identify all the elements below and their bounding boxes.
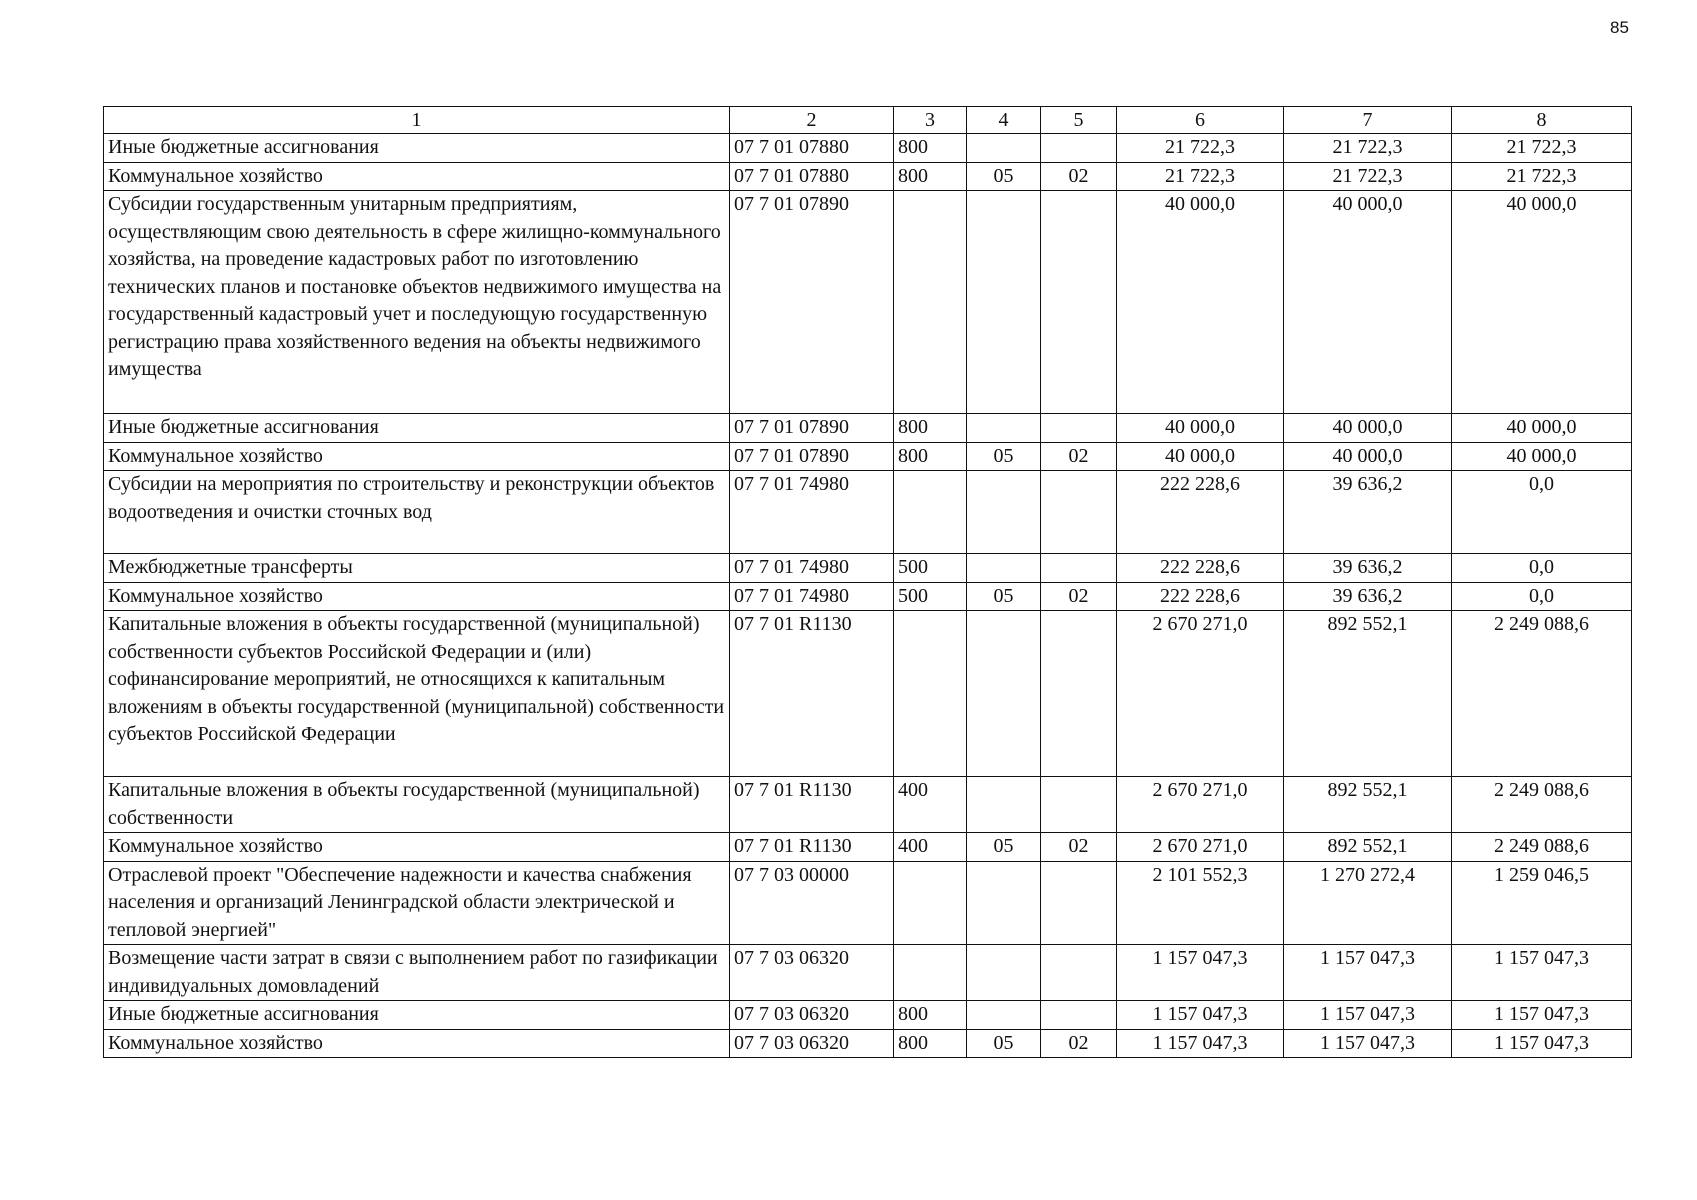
row-code: 07 7 01 07880 [730,162,894,191]
header-col-2: 2 [730,107,894,134]
row-value-7: 892 552,1 [1284,777,1452,833]
row-code: 07 7 01 R1130 [730,777,894,833]
row-name: Коммунальное хозяйство [104,162,730,191]
row-value-7: 39 636,2 [1284,471,1452,554]
table-row [104,611,1632,777]
table-row [104,554,1632,583]
row-value-8: 1 259 046,5 [1452,861,1632,945]
row-col-3 [894,945,967,1001]
row-value-6: 21 722,3 [1117,134,1284,163]
table-row [104,471,1632,554]
row-value-6: 2 670 271,0 [1117,777,1284,833]
row-name: Коммунальное хозяйство [104,582,730,611]
table-row [104,861,1632,945]
row-col-3: 400 [894,833,967,862]
row-code: 07 7 01 07890 [730,414,894,443]
header-col-5: 5 [1041,107,1117,134]
table-row [104,134,1632,163]
row-code: 07 7 01 07890 [730,191,894,414]
row-col-3: 800 [894,1029,967,1058]
row-col-4 [967,191,1041,414]
row-value-8: 2 249 088,6 [1452,611,1632,777]
table-row [104,1029,1632,1058]
row-code: 07 7 01 74980 [730,471,894,554]
row-value-8: 1 157 047,3 [1452,1001,1632,1030]
row-value-8: 1 157 047,3 [1452,1029,1632,1058]
row-col-3: 800 [894,134,967,163]
table-row [104,777,1632,833]
row-value-7: 40 000,0 [1284,442,1452,471]
row-value-6: 222 228,6 [1117,554,1284,583]
row-value-8: 2 249 088,6 [1452,777,1632,833]
row-name: Коммунальное хозяйство [104,833,730,862]
row-value-8: 40 000,0 [1452,442,1632,471]
table-row [104,414,1632,443]
table-row [104,833,1632,862]
row-col-3: 400 [894,777,967,833]
row-col-3: 800 [894,442,967,471]
row-col-5: 02 [1041,582,1117,611]
row-code: 07 7 03 00000 [730,861,894,945]
row-code: 07 7 01 74980 [730,554,894,583]
row-col-4 [967,554,1041,583]
row-value-7: 39 636,2 [1284,554,1452,583]
row-name: Коммунальное хозяйство [104,442,730,471]
row-col-4 [967,861,1041,945]
row-value-7: 1 157 047,3 [1284,1001,1452,1030]
row-name: Иные бюджетные ассигнования [104,1001,730,1030]
row-name: Коммунальное хозяйство [104,1029,730,1058]
table-row [104,582,1632,611]
row-col-5 [1041,861,1117,945]
row-col-4 [967,414,1041,443]
row-col-4 [967,471,1041,554]
row-value-8: 2 249 088,6 [1452,833,1632,862]
row-value-7: 21 722,3 [1284,134,1452,163]
header-col-8: 8 [1452,107,1632,134]
row-col-4 [967,777,1041,833]
header-col-3: 3 [894,107,967,134]
header-col-7: 7 [1284,107,1452,134]
row-value-6: 21 722,3 [1117,162,1284,191]
row-col-5: 02 [1041,833,1117,862]
row-col-4: 05 [967,1029,1041,1058]
page-number: 85 [1610,18,1629,37]
row-name: Капитальные вложения в объекты государственной (муниципальной) собственности субъектов Российской Федерации и (или) софинансирование мероприятий, не относящихся к капитальным вложениям в объекты государственной (муниципальной) собственности субъектов Российской Федерации [104,611,730,777]
row-col-4: 05 [967,582,1041,611]
row-col-3 [894,861,967,945]
row-col-4 [967,1001,1041,1030]
row-value-8: 0,0 [1452,471,1632,554]
row-code: 07 7 03 06320 [730,945,894,1001]
row-col-4: 05 [967,442,1041,471]
row-value-8: 1 157 047,3 [1452,945,1632,1001]
table-row [104,1001,1632,1030]
row-col-5 [1041,414,1117,443]
row-col-3: 500 [894,554,967,583]
row-value-6: 2 101 552,3 [1117,861,1284,945]
row-value-6: 2 670 271,0 [1117,611,1284,777]
row-col-5: 02 [1041,1029,1117,1058]
header-col-1: 1 [104,107,730,134]
row-name: Субсидии на мероприятия по строительству и реконструкции объектов водоотведения и очистки сточных вод [104,471,730,554]
row-value-7: 39 636,2 [1284,582,1452,611]
row-col-4 [967,945,1041,1001]
row-code: 07 7 03 06320 [730,1001,894,1030]
row-value-8: 40 000,0 [1452,414,1632,443]
row-name: Иные бюджетные ассигнования [104,414,730,443]
row-value-6: 1 157 047,3 [1117,1029,1284,1058]
row-name: Возмещение части затрат в связи с выполнением работ по газификации индивидуальных домовладений [104,945,730,1001]
table-row [104,191,1632,414]
row-code: 07 7 03 06320 [730,1029,894,1058]
row-name: Межбюджетные трансферты [104,554,730,583]
row-col-4 [967,134,1041,163]
header-col-6: 6 [1117,107,1284,134]
row-value-7: 892 552,1 [1284,611,1452,777]
row-col-5: 02 [1041,442,1117,471]
row-col-5 [1041,777,1117,833]
row-name: Капитальные вложения в объекты государственной (муниципальной) собственности [104,777,730,833]
row-value-6: 40 000,0 [1117,442,1284,471]
row-value-6: 1 157 047,3 [1117,945,1284,1001]
row-value-6: 1 157 047,3 [1117,1001,1284,1030]
budget-table [103,106,1632,1058]
row-col-4: 05 [967,833,1041,862]
row-col-4 [967,611,1041,777]
row-col-5: 02 [1041,162,1117,191]
row-col-3 [894,611,967,777]
row-col-3: 500 [894,582,967,611]
row-value-8: 0,0 [1452,582,1632,611]
row-code: 07 7 01 74980 [730,582,894,611]
row-value-7: 40 000,0 [1284,414,1452,443]
row-col-3 [894,471,967,554]
row-value-6: 2 670 271,0 [1117,833,1284,862]
table-row [104,162,1632,191]
row-col-5 [1041,471,1117,554]
row-col-5 [1041,554,1117,583]
row-name: Отраслевой проект "Обеспечение надежности и качества снабжения населения и организаций Ленинградской области электрической и тепловой энергией" [104,861,730,945]
row-value-7: 1 157 047,3 [1284,1029,1452,1058]
row-value-8: 40 000,0 [1452,191,1632,414]
header-col-4: 4 [967,107,1041,134]
row-value-7: 21 722,3 [1284,162,1452,191]
row-col-3: 800 [894,162,967,191]
row-col-3: 800 [894,1001,967,1030]
row-value-7: 1 157 047,3 [1284,945,1452,1001]
row-code: 07 7 01 R1130 [730,833,894,862]
row-code: 07 7 01 07880 [730,134,894,163]
row-value-7: 892 552,1 [1284,833,1452,862]
row-name: Иные бюджетные ассигнования [104,134,730,163]
row-value-7: 40 000,0 [1284,191,1452,414]
row-col-5 [1041,1001,1117,1030]
row-name: Субсидии государственным унитарным предприятиям, осуществляющим свою деятельность в сфере жилищно-коммунального хозяйства, на проведение кадастровых работ по изготовлению технических планов и постановке объектов недвижимого имущества на государственный кадастровый учет и последующую государственную регистрацию права хозяйственного ведения на объекты недвижимого имущества [104,191,730,414]
row-code: 07 7 01 R1130 [730,611,894,777]
row-value-8: 21 722,3 [1452,162,1632,191]
row-col-4: 05 [967,162,1041,191]
row-code: 07 7 01 07890 [730,442,894,471]
row-col-5 [1041,134,1117,163]
row-col-5 [1041,945,1117,1001]
header-row [104,107,1632,134]
row-col-5 [1041,611,1117,777]
row-value-6: 40 000,0 [1117,191,1284,414]
row-value-6: 40 000,0 [1117,414,1284,443]
row-value-6: 222 228,6 [1117,582,1284,611]
table-row [104,945,1632,1001]
table-row [104,442,1632,471]
row-value-8: 21 722,3 [1452,134,1632,163]
row-value-8: 0,0 [1452,554,1632,583]
row-col-5 [1041,191,1117,414]
row-value-6: 222 228,6 [1117,471,1284,554]
row-col-3: 800 [894,414,967,443]
row-value-7: 1 270 272,4 [1284,861,1452,945]
row-col-3 [894,191,967,414]
